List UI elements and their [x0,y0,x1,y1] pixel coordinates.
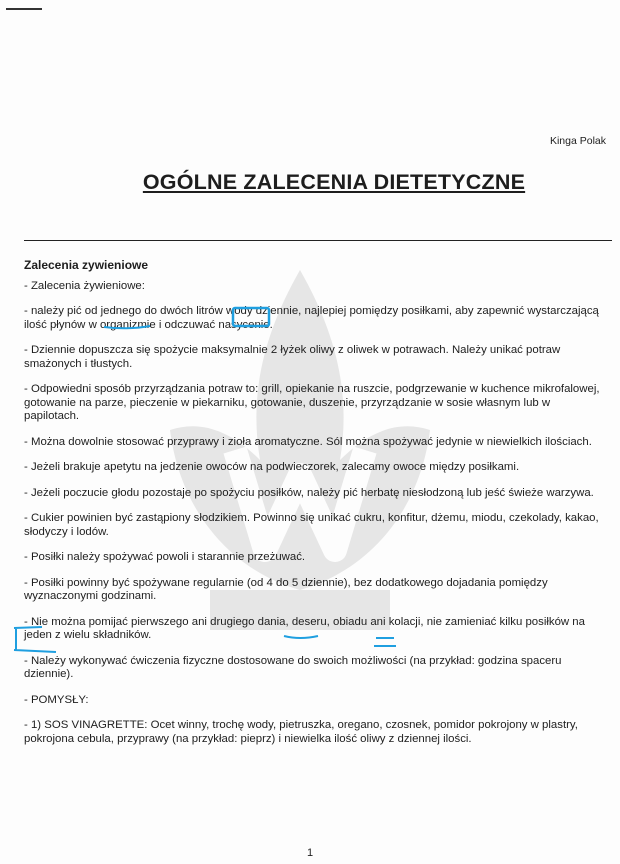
paragraph: - Cukier powinien być zastąpiony słodzikiem. Powinno się unikać cukru, konfitur, dżemu, miodu, czekolady, kakao, słodyczy i lodów. [24,512,599,538]
paragraph: - Posiłki powinny być spożywane regularnie (od 4 do 5 dziennie), bez dodatkowego dojadania pomiędzy wyznaczonymi godzinami. [24,576,548,602]
paragraph: - POMYSŁY: [24,693,89,706]
paragraph: - Można dowolnie stosować przyprawy i zioła aromatyczne. Sól można spożywać jedynie w niewielkich ilościach. [24,435,592,448]
paragraph: - 1) SOS VINAGRETTE: Ocet winny, trochę wody, pietruszka, oregano, czosnek, pomidor pokrojony w plastry, pokrojona cebula, przyprawy (na przykład: pieprz) i niewielka ilość oliwy z dziennej ilości. [24,719,578,745]
paragraph: - Jeżeli poczucie głodu pozostaje po spożyciu posiłków, należy pić herbatę niesłodzoną lub jeść świeże warzywa. [24,486,594,499]
section-heading: Zalecenia zywieniowe [24,258,149,272]
paragraph: - Dziennie dopuszcza się spożycie maksymalnie 2 łyżek oliwy z oliwek w potrawach. Należy unikać potraw smażonych i tłustych. [24,344,561,370]
content [24,259,604,758]
author-name: Kinga Polak [549,135,606,147]
paragraph: - Posiłki należy spożywać powoli i starannie przeżuwać. [24,551,306,563]
page-number: 1 [306,847,314,859]
paragraph: - należy pić od jednego do dwóch litrów wody dziennie, najlepiej pomiędzy posiłkami, aby zapewnić wystarczającą ilość płynów w organizmie i odczuwać nasycenie. [24,305,599,331]
title-divider [24,240,612,241]
page-title: OGÓLNE ZALECENIA DIETETYCZNE [142,170,526,194]
paragraph: - Odpowiedni sposób przyrządzania potraw to: grill, opiekanie na ruszcie, podgrzewanie w kuchence mikrofalowej, gotowanie na parze, pieczenie w piekarniku, gotowanie, duszenie, przyrządzanie w sosie własnym lub w papilotach. [24,383,600,422]
paragraph: - Należy wykonywać ćwiczenia fizyczne dostosowane do swoich możliwości (na przykład: godzina spaceru dziennie). [24,654,562,680]
paragraph: - Zalecenia żywieniowe: [24,279,145,292]
paragraph: - Jeżeli brakuje apetytu na jedzenie owoców na podwieczorek, zalecamy owoce między posiłkami. [24,461,520,473]
paragraph: - Nie można pomijać pierwszego ani drugiego dania, deseru, obiadu ani kolacji, nie zamieniać kilku posiłków na jeden z wielu składników. [24,615,585,641]
scan-mark [6,8,42,10]
